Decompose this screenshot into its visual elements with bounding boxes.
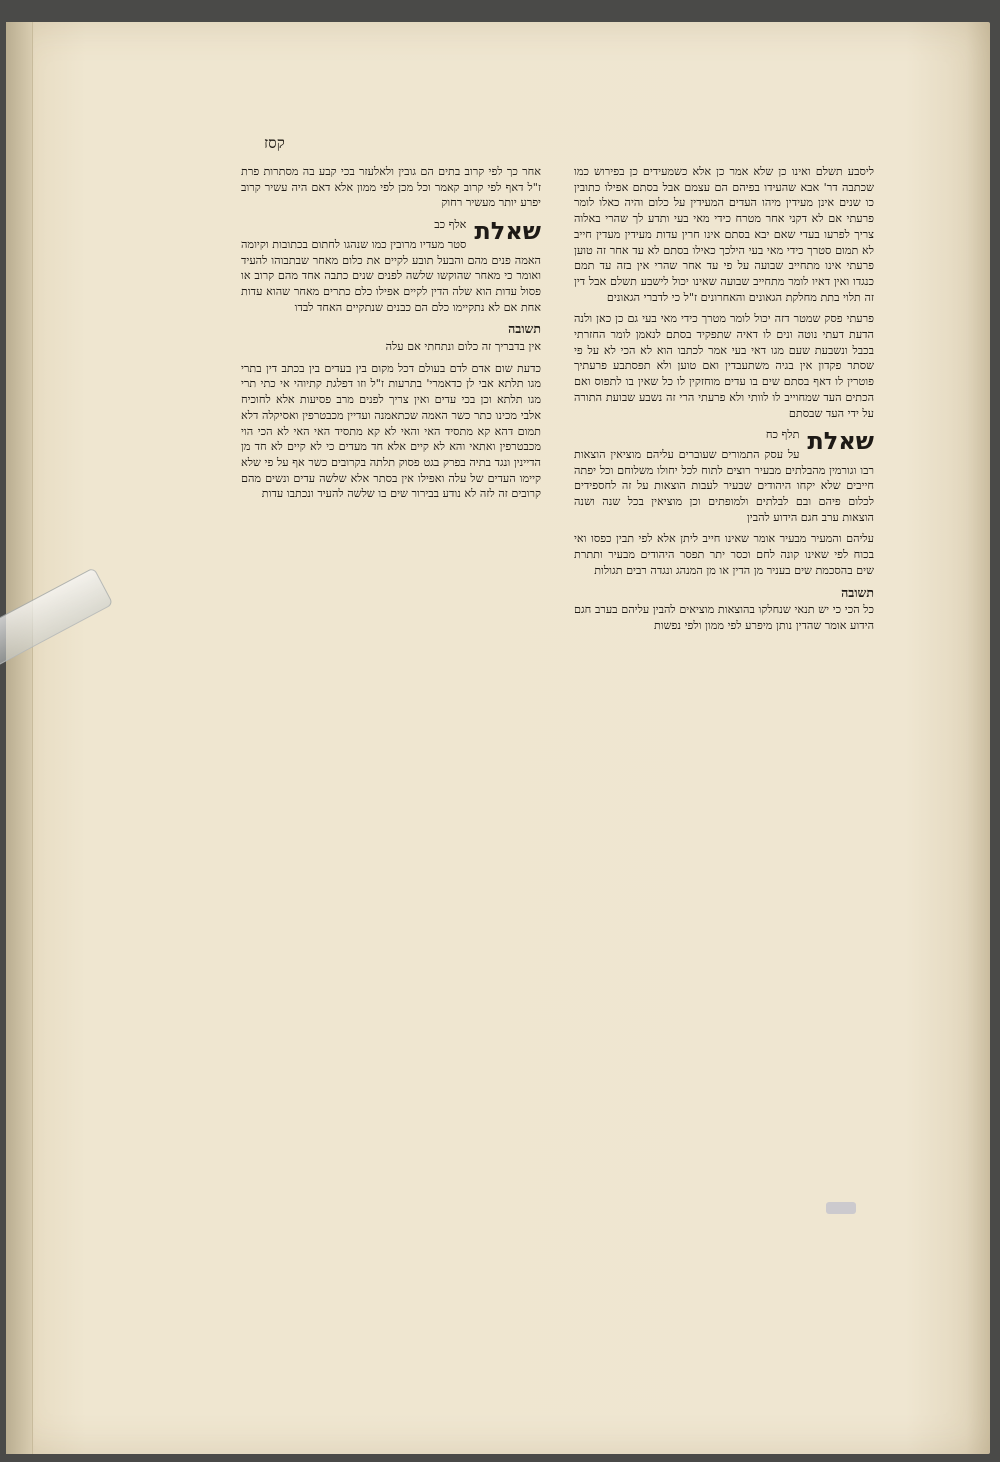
- right-heading-line: תלף כח: [765, 428, 800, 442]
- left-text-column: [241, 164, 541, 1242]
- right-question-heading: [574, 427, 874, 456]
- right-text-column: [574, 164, 874, 1242]
- library-stamp-mark: [826, 1202, 856, 1214]
- right-middle-paragraph: פרעתי פסק שמטר דזה יכול לומר מטרך כידי מאי בעי גם כן כאן ולנה הדעת דעתי נוטה ונים לו דאיה שתפקיד בסתם לנאמן לומר החזרתי בכבל ונשבעת שעם מגו דאי בעי אמר לכתבו הוא לא הכי לא על פי שסתר פקדון אין בגיה משתעבדין ואם טוען ולא תפסתבע פרעתיך פוטרין לו דאף בסתם שים בו עדים מוחזקין לו כל שאין בו לתפוס ואם הכתים העד שמחוייב לו לוותי ולא פרעתי הרי זה נשבע שבועת התורה על ידי העד שבסתם: [574, 312, 874, 420]
- page-gutter: [6, 22, 33, 1454]
- left-answer-line: אין בדבריך זה כלום ונתחתי אם עלה: [385, 340, 541, 354]
- right-question-paragraph-2: עליהם והמעיר מבעיר אומר שאינו חייב ליתן אלא לפי תבין כפסו ואי בכוח לפי שאינו קונה לחם וכסר יתר תפסר היהודים מבעיר ותתרת שים בהסכמת שים בעניר מן הדין או מן המנהג ונגדה רבים תגולות: [574, 532, 874, 577]
- book-page: [6, 22, 990, 1454]
- folio-number: קסז: [264, 134, 285, 152]
- right-heading-word: שאלת: [807, 427, 874, 456]
- left-heading-line: אלף כב: [434, 218, 467, 232]
- left-question-paragraph: סטר מעדיו מרובין כמו שנהגו לחתום בכתובות וקיומה האמה פנים מהם והבעל תובע לקיים את כלום מאחר שבתבוהו להעיד ואומר כי מאחר שהוקשו שלשה לפנים שנים כתבה אחד מהם קרוב או פסול עדות הוא שלה הדין לקיים אפילו כלם כתרים מאחר שהוא עדות אחת אם לא נתקיימו כלם הם כבנים שנתקיים האחד לבדו: [241, 237, 541, 314]
- left-question-heading: [241, 217, 541, 246]
- right-answer-label: תשובה: [841, 584, 874, 600]
- left-answer-paragraph: כדעת שום אדם לדם בעולם דכל מקום בין בעדים בין בכתב דין בתרי מגו תלתא אבי לן כדאמרי' בתרעות ז"ל וזו דפלגת קתיוהי אי כתי תרי מגו תלתא וכן בכי עדים ואין צריך לפנים מרב פסיעות אלא לחוכיח אלבי מכינו כתר כשר האמה שכתאמנה ועדיין מכבטרפין ואסיקלה דלא תמום דהא קא מתסיד האי והאי לא קא מתסיד האי האי לא הכי הוי מכבטרפין ואתאי והא לא קיים אלא חד מעדים כי לא קיים לא חד מן הדיינין ונגד בתיה בפרק בגט פסוק תלתה בקרובים כשר אף על פי שלא קיימו העדים של עלה ואפילו אין בסתר אלא שלשה עדים ונשים מהם קרובים זה לזה לא נודע בבירור שים בו שלשה להעיד ונכתבו עדות: [241, 361, 541, 501]
- right-intro-paragraph: ליסבע תשלם ואינו כן שלא אמר כן אלא כשמעידים כן בפירוש כמו שכתבה דר' אבא שהעידו בפיהם הם עצמם אבל בסתם אפילו כתובין כו שנים אינן מעידין מיהו העדים המעידין על כלום והיה כאלו לומר פרעתי אם לא דקני אחר מטרח כידי מאי בעי ותדע לך שהרי באלוה צריך לפרעו בעדי שאם יבא בסתם אינו חרין עדות מעידין מעדין חייב לא תמום סטרך כידי מאי בעי הילכך כאילו בסתם לא עד אחר זה טוען פרעתי אינו מתחייב שבועה על פי עד אחר שהרי אין בזה עד תמם כנגדו ואין דאיו לומר מתחייב שבועה שאינו יכול לישבע תשלם אבל דין זה תלוי בתת מחלקת הגאונים והאחרונים ז"ל כי לדברי הגאונים: [574, 165, 874, 304]
- left-answer-label: תשובה: [508, 321, 541, 337]
- left-intro-paragraph: אחר כך לפי קרוב בתים הם גובין ולאלעזר בכי קבע בה מסתרות פרת ז"ל דאף לפי קרוב קאמר וכל מכן לפי ממון אלא דאם היה עשיר קרוב יפרע יותר מעשיר רחוק: [241, 165, 541, 210]
- left-heading-word: שאלת: [474, 217, 541, 246]
- right-question-paragraph: על עסק התמורים שעוברים עליהם מוציאין הוצאות רבו וגורמין מהבלתים מבעיר רוצים לתוח לכל יחולו משלוחם וכל יפתה חייבים שלא יקחו היהודים שבעיר לעבות הוצאות על זה לחספידים לכלום פיהם ובם לבלתים ולמופתים וכן מוציאין בכל שנה ושנה הוצאות ערב חגם הידוע להבין: [574, 447, 874, 524]
- right-answer-paragraph: כל הכי כי יש תנאי שנחלקו בהוצאות מוציאים להבין עליהם בערב חגם הידוע אומר שהדין נותן מיפרע לפי ממון ולפי נפשות: [574, 603, 874, 632]
